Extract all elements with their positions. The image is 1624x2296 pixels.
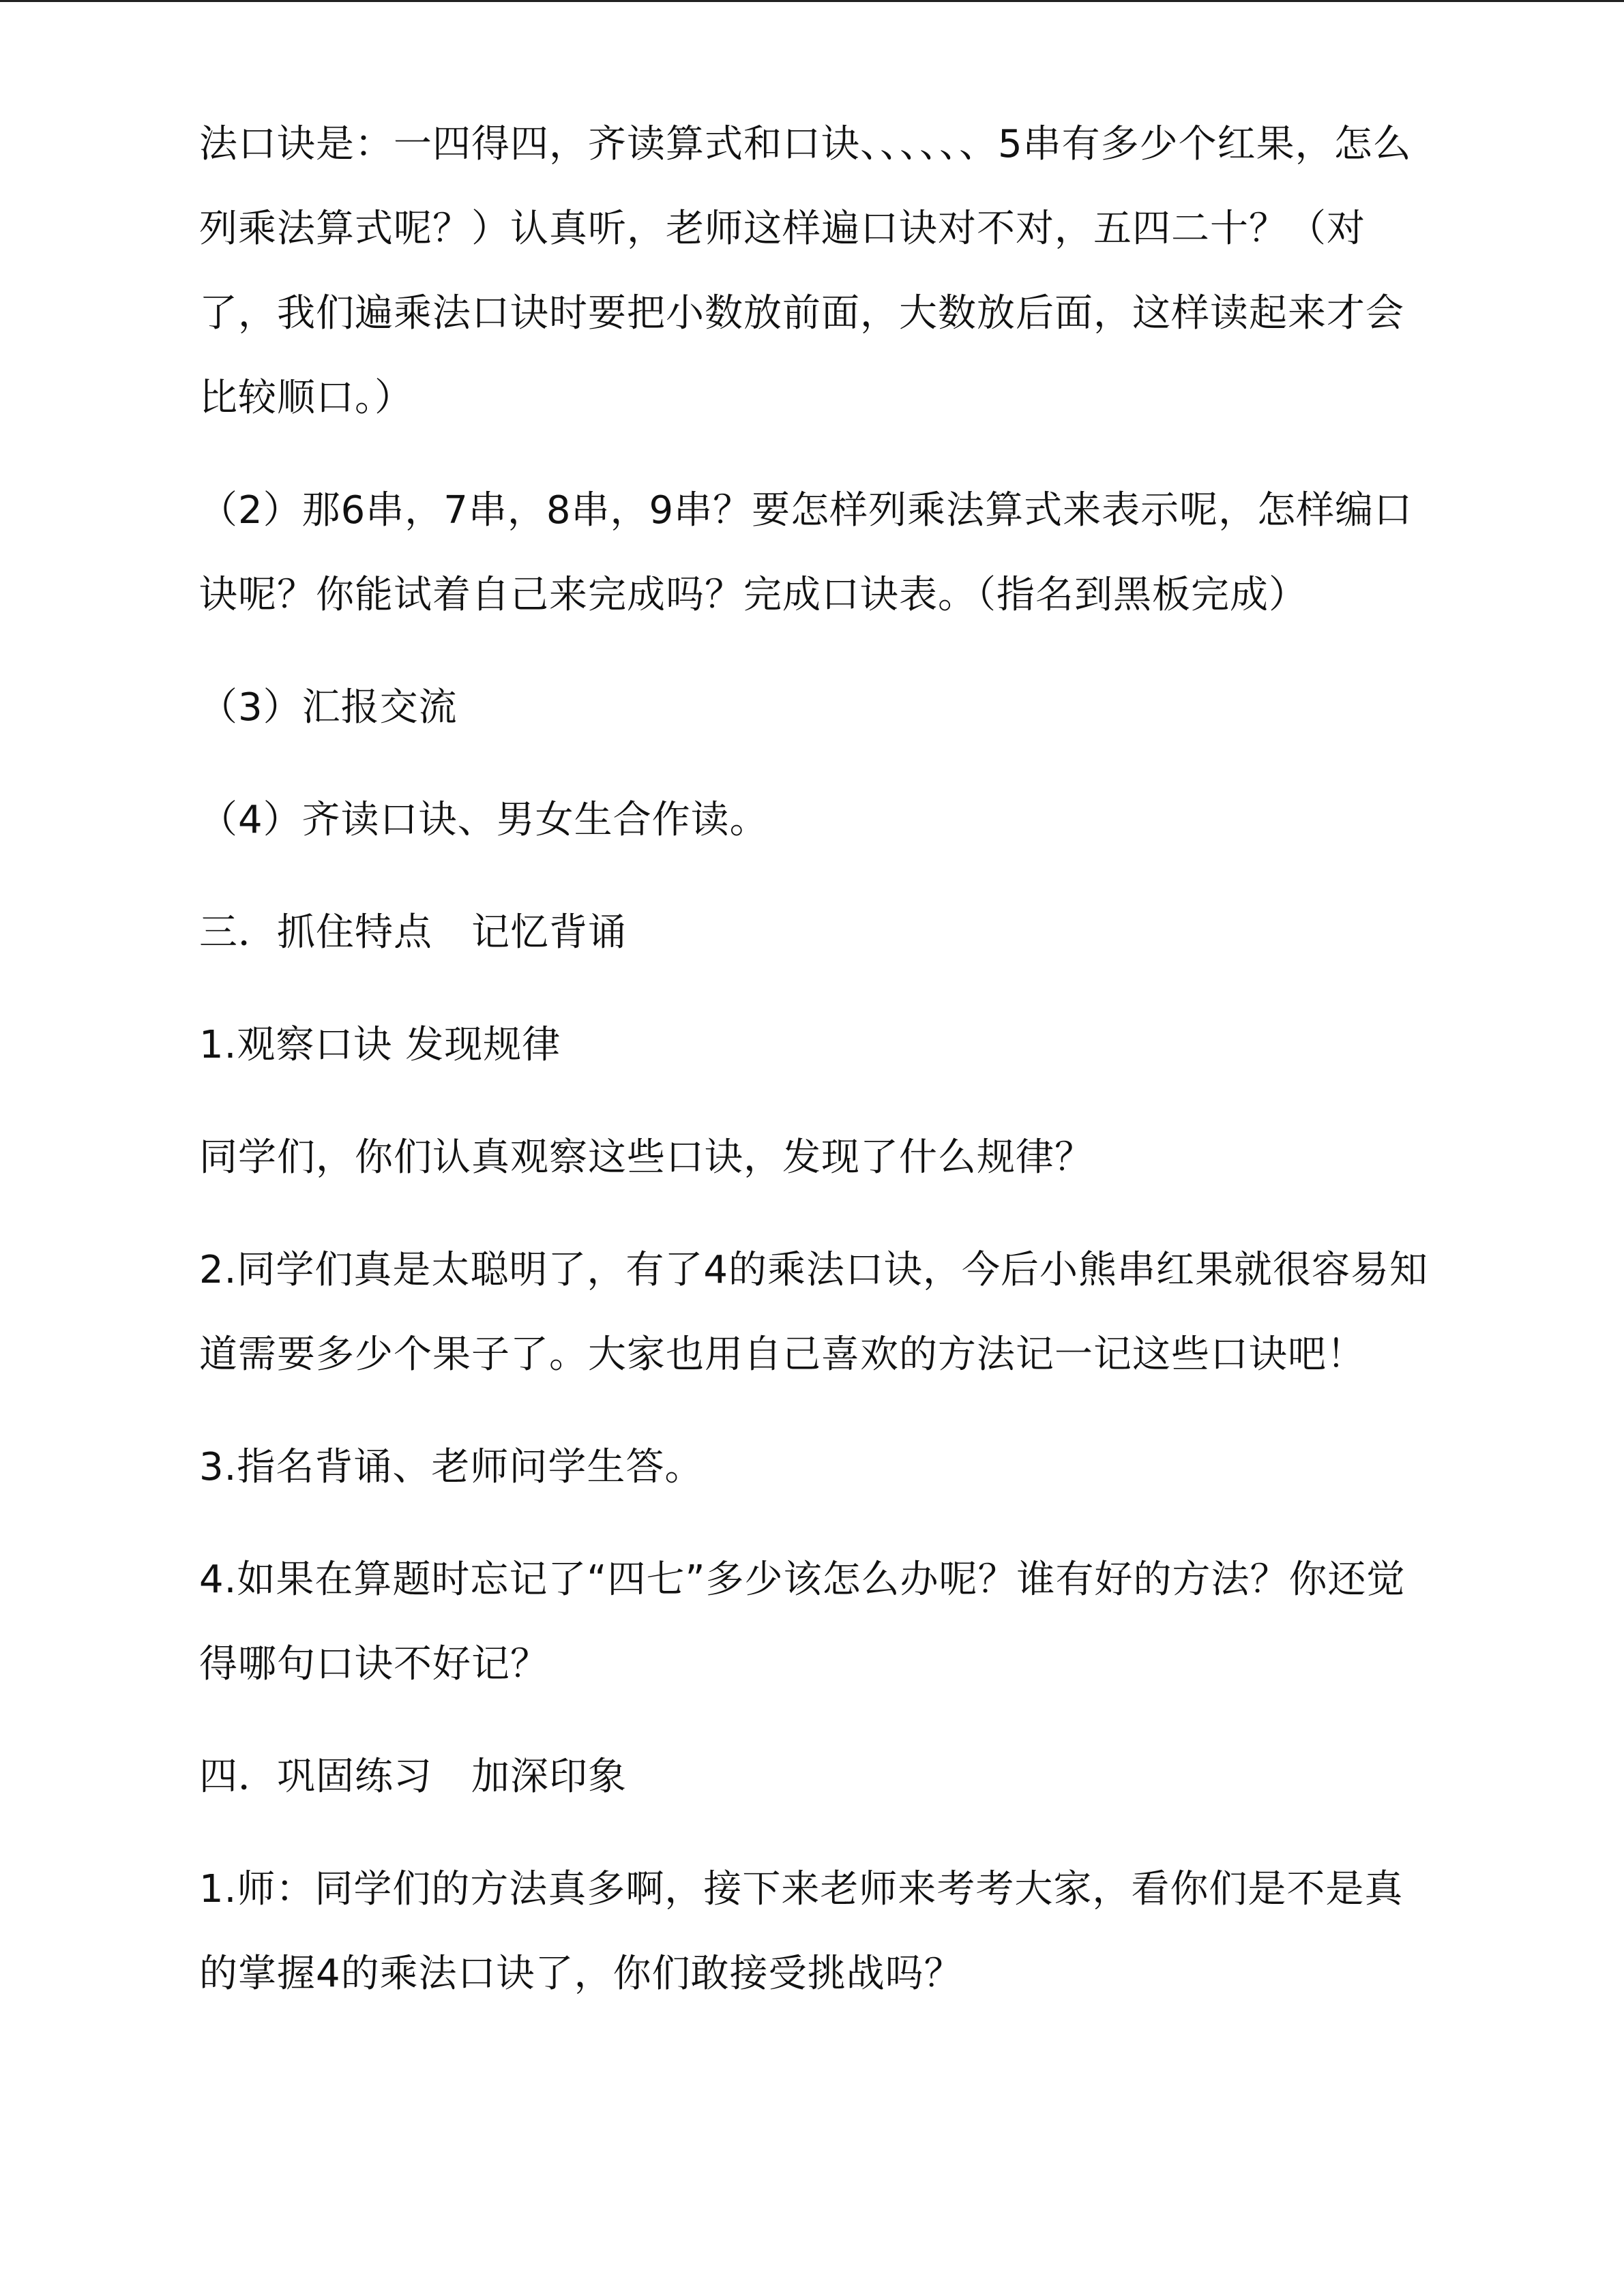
paragraph-item-2-memorize: 2.同学们真是太聪明了，有了4的乘法口诀，今后小熊串红果就很容易知道需要多少个果子了。大家也用自己喜欢的方法记一记这些口诀吧！ <box>199 1248 1429 1377</box>
paragraph-item-1-challenge: 1.师：同学们的方法真多啊，接下来老师来考考大家，看你们是不是真的掌握4的乘法口诀了，你们敢接受挑战吗？ <box>199 1867 1404 1996</box>
document-body <box>199 102 1441 2044</box>
paragraph-step-2-make-rhymes: （2）那6串，7串，8串，9串？要怎样列乘法算式来表示呢，怎样编口诀呢？你能试着自己来完成吗？完成口诀表。（指名到黑板完成） <box>199 488 1413 617</box>
paragraph-step-4-read-together: （4）齐读口诀、男女生合作读。 <box>199 798 769 842</box>
paragraph-multiplication-rhyme-intro: 法口诀是：一四得四，齐读算式和口诀、、、、、、5串有多少个红果，怎么列乘法算式呢？）认真听，老师这样遍口诀对不对，五四二十？（对了，我们遍乘法口诀时要把小数放前面，大数放后面，这样读起来才会比较顺口。） <box>199 122 1412 420</box>
paragraph-item-4-forget: 4.如果在算题时忘记了“四七”多少该怎么办呢？谁有好的方法？你还觉得哪句口诀不好记？ <box>199 1557 1406 1686</box>
paragraph-step-3-report: （3）汇报交流 <box>199 685 458 730</box>
section-heading-3: 三．抓住特点 记忆背诵 <box>199 910 627 955</box>
section-heading-4: 四．巩固练习 加深印象 <box>199 1755 627 1799</box>
page-top-border <box>0 0 1624 2</box>
paragraph-question-pattern: 同学们，你们认真观察这些口诀，发现了什么规律？ <box>199 1135 1093 1180</box>
paragraph-item-1-observe: 1.观察口诀 发现规律 <box>199 1023 561 1067</box>
paragraph-item-3-recite: 3.指名背诵、老师问学生答。 <box>199 1445 704 1489</box>
